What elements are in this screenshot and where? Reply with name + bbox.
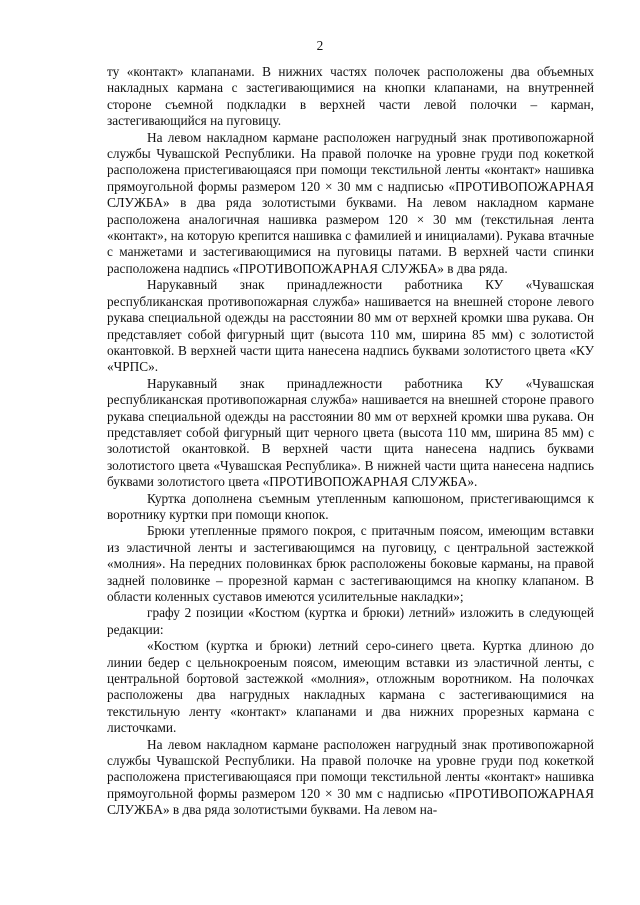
paragraph-9: На левом накладном кармане расположен нагрудный знак противопожарной службы Чувашской Республики. На правой полочке на уровне груди под кокеткой расположена пристегивающаяся при помощи текстильной ленты «контакт» нашивка прямоугольной формы размером 120 × 30 мм с надписью «ПРОТИВОПОЖАРНАЯ СЛУЖБА» в два ряда золотистыми буквами. На левом на- (107, 736, 594, 818)
page-number: 2 (316, 38, 324, 53)
paragraph-3: Нарукавный знак принадлежности работника КУ «Чувашская республиканская противопожарная служба» нашивается на внешней стороне левого рукава специальной одежды на расстоянии 80 мм от верхней кромки шва рукава. Он представляет собой фигурный щит (высота 110 мм, ширина 85 мм) с золотистой окантовкой. В верхней части щита нанесена надпись буквами золотистого цвета «КУ «ЧРПС». (107, 277, 594, 375)
paragraph-5: Куртка дополнена съемным утепленным капюшоном, пристегивающимся к воротнику куртки при помощи кнопок. (107, 490, 594, 522)
document-body (107, 64, 594, 819)
paragraph-8: «Костюм (куртка и брюки) летний серо-синего цвета. Куртка длиною до линии бедер с цельнокроеным поясом, имеющим вставки из эластичной ленты, с центральной бортовой застежкой «молния», отложным воротником. На полочках расположены два нагрудных накладных кармана с застегивающимися на текстильную ленту «контакт» клапанами и два нижних прорезных кармана с листочками. (107, 638, 594, 736)
paragraph-6: Брюки утепленные прямого покроя, с притачным поясом, имеющим вставки из эластичной ленты и застегивающимся на пуговицу, с центральной застежкой «молния». На передних половинках брюк расположены боковые карманы, на правой задней половинке – прорезной карман с застегивающимся на кнопку клапаном. В области коленных суставов имеются усилительные накладки»; (107, 523, 594, 604)
paragraph-7: графу 2 позиции «Костюм (куртка и брюки) летний» изложить в следующей редакции: (107, 605, 594, 637)
paragraph-1: ту «контакт» клапанами. В нижних частях полочек расположены два объемных накладных кармана с застегивающимися на кнопки клапанами, на внутренней стороне съемной подкладки в верхней части левой полочки – карман, застегивающийся на пуговицу. (107, 64, 594, 129)
paragraph-2: На левом накладном кармане расположен нагрудный знак противопожарной службы Чувашской Республики. На правой полочке на уровне груди под кокеткой расположена пристегивающаяся при помощи текстильной ленты «контакт» нашивка прямоугольной формы размером 120 × 30 мм с надписью «ПРОТИВОПОЖАРНАЯ СЛУЖБА» в два ряда золотистыми буквами. На левом накладном кармане расположена аналогичная нашивка размером 120 × 30 мм (текстильная лента «контакт», на которую крепится нашивка с фамилией и инициалами). Рукава втачные с манжетами и застегивающимися на пуговицы патами. В верхней части спинки расположена надпись «ПРОТИВОПОЖАРНАЯ СЛУЖБА» в два ряда. (107, 129, 594, 276)
paragraph-4: Нарукавный знак принадлежности работника КУ «Чувашская республиканская противопожарная служба» нашивается на внешней стороне правого рукава специальной одежды на расстоянии 80 мм от верхней кромки шва рукава. Он представляет собой фигурный щит черного цвета (высота 110 мм, ширина 85 мм) с золотистой окантовкой. В верхней части щита нанесена надпись буквами золотистого цвета «Чувашская Республика». В нижней части щита нанесена надпись буквами золотистого цвета «ПРОТИВОПОЖАРНАЯ СЛУЖБА». (107, 375, 594, 490)
